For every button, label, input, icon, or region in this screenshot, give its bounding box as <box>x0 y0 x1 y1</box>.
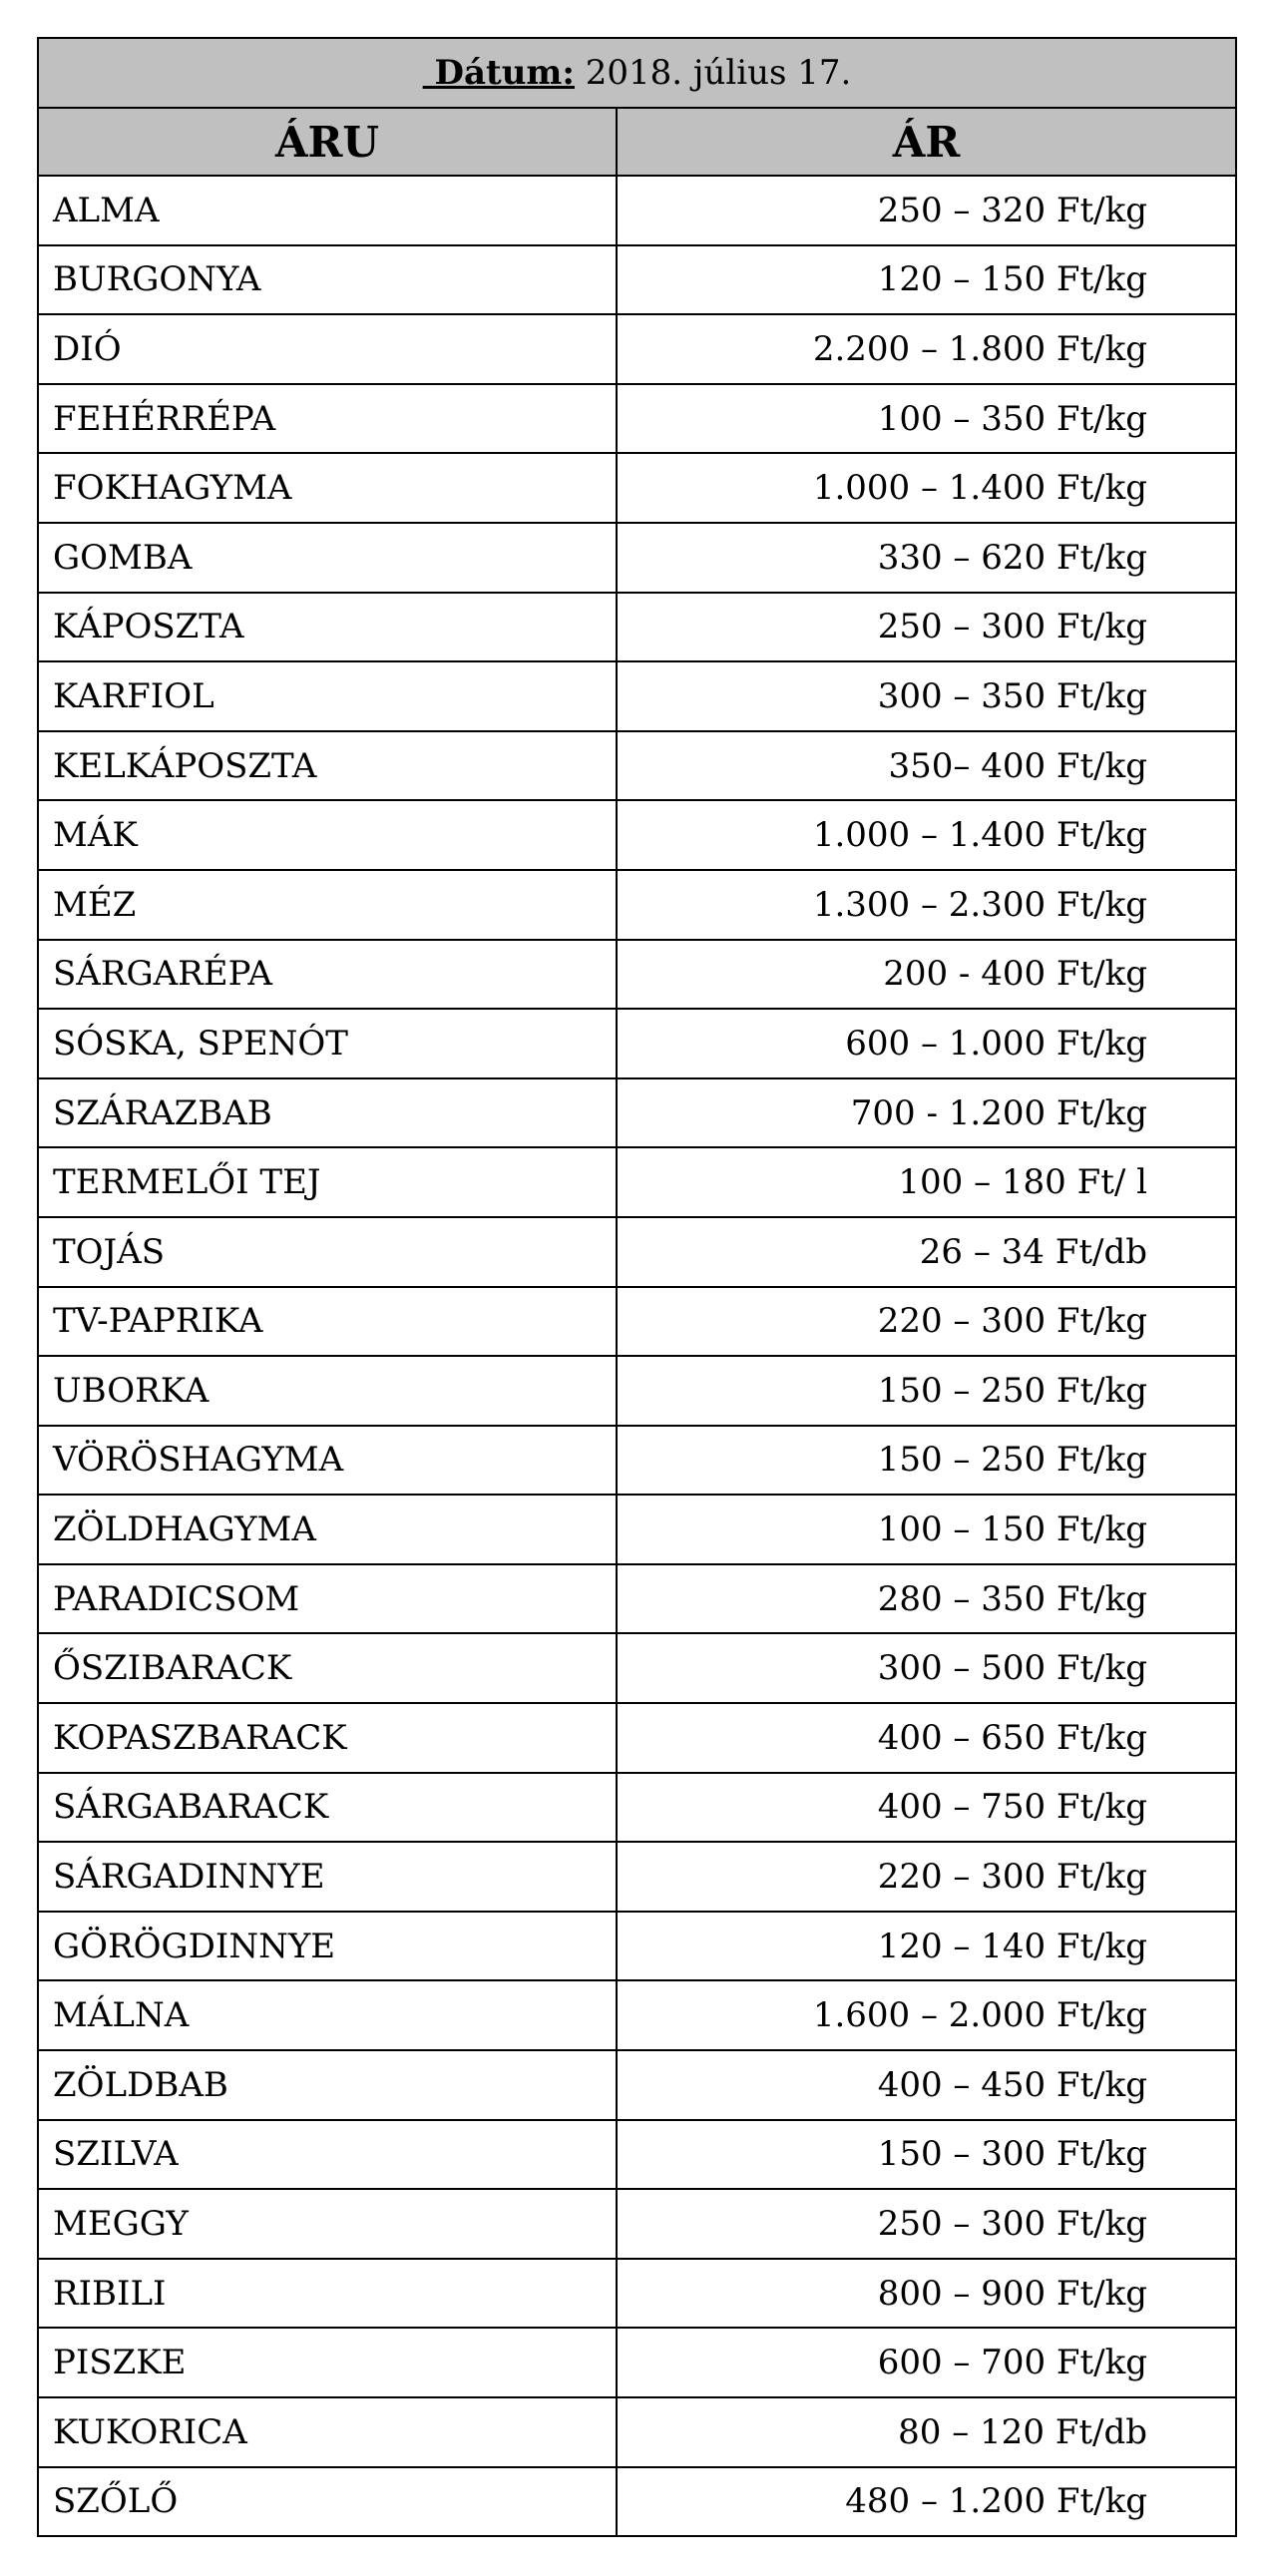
table-row <box>38 1842 1236 1912</box>
table-row <box>38 453 1236 523</box>
date-row <box>38 38 1236 108</box>
table-row <box>38 1980 1236 2050</box>
item-name: GÖRÖGDINNYE <box>38 1912 617 1981</box>
table-row <box>38 1287 1236 1357</box>
table-row <box>38 1912 1236 1981</box>
item-name: UBORKA <box>38 1356 617 1426</box>
item-price: 100 – 350 Ft/kg <box>617 384 1236 454</box>
item-price: 1.000 – 1.400 Ft/kg <box>617 800 1236 870</box>
table-row <box>38 176 1236 245</box>
item-price: 2.200 – 1.800 Ft/kg <box>617 314 1236 384</box>
item-name: BURGONYA <box>38 245 617 315</box>
item-name: SÁRGABARACK <box>38 1773 617 1843</box>
item-name: TOJÁS <box>38 1217 617 1287</box>
item-price: 300 – 500 Ft/kg <box>617 1633 1236 1703</box>
item-price: 1.000 – 1.400 Ft/kg <box>617 453 1236 523</box>
item-name: RIBILI <box>38 2259 617 2329</box>
item-name: DIÓ <box>38 314 617 384</box>
item-price: 100 – 180 Ft/ l <box>617 1147 1236 1217</box>
date-cell <box>38 38 1236 108</box>
item-name: VÖRÖSHAGYMA <box>38 1426 617 1496</box>
table-row <box>38 523 1236 593</box>
table-row <box>38 1633 1236 1703</box>
item-price: 250 – 300 Ft/kg <box>617 2189 1236 2259</box>
item-name: KUKORICA <box>38 2397 617 2467</box>
item-price: 250 – 320 Ft/kg <box>617 176 1236 245</box>
item-price: 150 – 300 Ft/kg <box>617 2120 1236 2190</box>
item-name: SÓSKA, SPENÓT <box>38 1009 617 1078</box>
item-name: SZÁRAZBAB <box>38 1078 617 1148</box>
item-price: 150 – 250 Ft/kg <box>617 1426 1236 1496</box>
item-price: 100 – 150 Ft/kg <box>617 1495 1236 1564</box>
item-name: FEHÉRRÉPA <box>38 384 617 454</box>
item-name: KOPASZBARACK <box>38 1703 617 1773</box>
table-row <box>38 1356 1236 1426</box>
item-price: 600 – 700 Ft/kg <box>617 2328 1236 2397</box>
item-price: 120 – 150 Ft/kg <box>617 245 1236 315</box>
table-row <box>38 870 1236 940</box>
table-row <box>38 2328 1236 2397</box>
item-name: TV-PAPRIKA <box>38 1287 617 1357</box>
table-row <box>38 940 1236 1010</box>
table-row <box>38 1147 1236 1217</box>
item-name: FOKHAGYMA <box>38 453 617 523</box>
item-name: PISZKE <box>38 2328 617 2397</box>
table-row <box>38 593 1236 662</box>
table-row <box>38 2259 1236 2329</box>
item-name: MEGGY <box>38 2189 617 2259</box>
table-row <box>38 384 1236 454</box>
table-row <box>38 1703 1236 1773</box>
table-row <box>38 1078 1236 1148</box>
table-row <box>38 1217 1236 1287</box>
table-row <box>38 1009 1236 1078</box>
date-label: Dátum: <box>422 53 575 93</box>
header-row <box>38 108 1236 176</box>
item-price: 480 – 1.200 Ft/kg <box>617 2467 1236 2537</box>
item-name: KÁPOSZTA <box>38 593 617 662</box>
item-price: 400 – 650 Ft/kg <box>617 1703 1236 1773</box>
item-price: 300 – 350 Ft/kg <box>617 661 1236 731</box>
table-row <box>38 731 1236 801</box>
date-value: 2018. július 17. <box>574 53 852 93</box>
item-name: SZŐLŐ <box>38 2467 617 2537</box>
table-row <box>38 245 1236 315</box>
item-name: GOMBA <box>38 523 617 593</box>
item-name: MÉZ <box>38 870 617 940</box>
item-price: 350– 400 Ft/kg <box>617 731 1236 801</box>
item-price: 600 – 1.000 Ft/kg <box>617 1009 1236 1078</box>
table-row <box>38 661 1236 731</box>
price-table <box>37 37 1237 2537</box>
item-name: KELKÁPOSZTA <box>38 731 617 801</box>
item-price: 220 – 300 Ft/kg <box>617 1842 1236 1912</box>
table-row <box>38 2467 1236 2537</box>
table-row <box>38 1495 1236 1564</box>
item-price: 800 – 900 Ft/kg <box>617 2259 1236 2329</box>
item-price: 330 – 620 Ft/kg <box>617 523 1236 593</box>
table-row <box>38 1426 1236 1496</box>
item-price: 220 – 300 Ft/kg <box>617 1287 1236 1357</box>
table-row <box>38 800 1236 870</box>
item-price: 250 – 300 Ft/kg <box>617 593 1236 662</box>
item-price: 700 - 1.200 Ft/kg <box>617 1078 1236 1148</box>
item-price: 200 - 400 Ft/kg <box>617 940 1236 1010</box>
item-price: 150 – 250 Ft/kg <box>617 1356 1236 1426</box>
table-row <box>38 2189 1236 2259</box>
item-price: 400 – 450 Ft/kg <box>617 2050 1236 2120</box>
item-price: 26 – 34 Ft/db <box>617 1217 1236 1287</box>
item-name: SZILVA <box>38 2120 617 2190</box>
item-price: 280 – 350 Ft/kg <box>617 1564 1236 1634</box>
table-row <box>38 2397 1236 2467</box>
item-name: MÁLNA <box>38 1980 617 2050</box>
item-price: 400 – 750 Ft/kg <box>617 1773 1236 1843</box>
item-price: 80 – 120 Ft/db <box>617 2397 1236 2467</box>
item-name: ŐSZIBARACK <box>38 1633 617 1703</box>
item-name: SÁRGADINNYE <box>38 1842 617 1912</box>
item-name: MÁK <box>38 800 617 870</box>
item-price: 1.600 – 2.000 Ft/kg <box>617 1980 1236 2050</box>
item-name: KARFIOL <box>38 661 617 731</box>
item-price: 120 – 140 Ft/kg <box>617 1912 1236 1981</box>
column-header-price: ÁR <box>617 108 1236 176</box>
item-name: ZÖLDBAB <box>38 2050 617 2120</box>
item-name: TERMELŐI TEJ <box>38 1147 617 1217</box>
table-row <box>38 2120 1236 2190</box>
item-name: ZÖLDHAGYMA <box>38 1495 617 1564</box>
column-header-item: ÁRU <box>38 108 617 176</box>
table-row <box>38 1773 1236 1843</box>
item-name: PARADICSOM <box>38 1564 617 1634</box>
item-name: SÁRGARÉPA <box>38 940 617 1010</box>
item-name: ALMA <box>38 176 617 245</box>
table-row <box>38 314 1236 384</box>
item-price: 1.300 – 2.300 Ft/kg <box>617 870 1236 940</box>
table-row <box>38 2050 1236 2120</box>
table-row <box>38 1564 1236 1634</box>
